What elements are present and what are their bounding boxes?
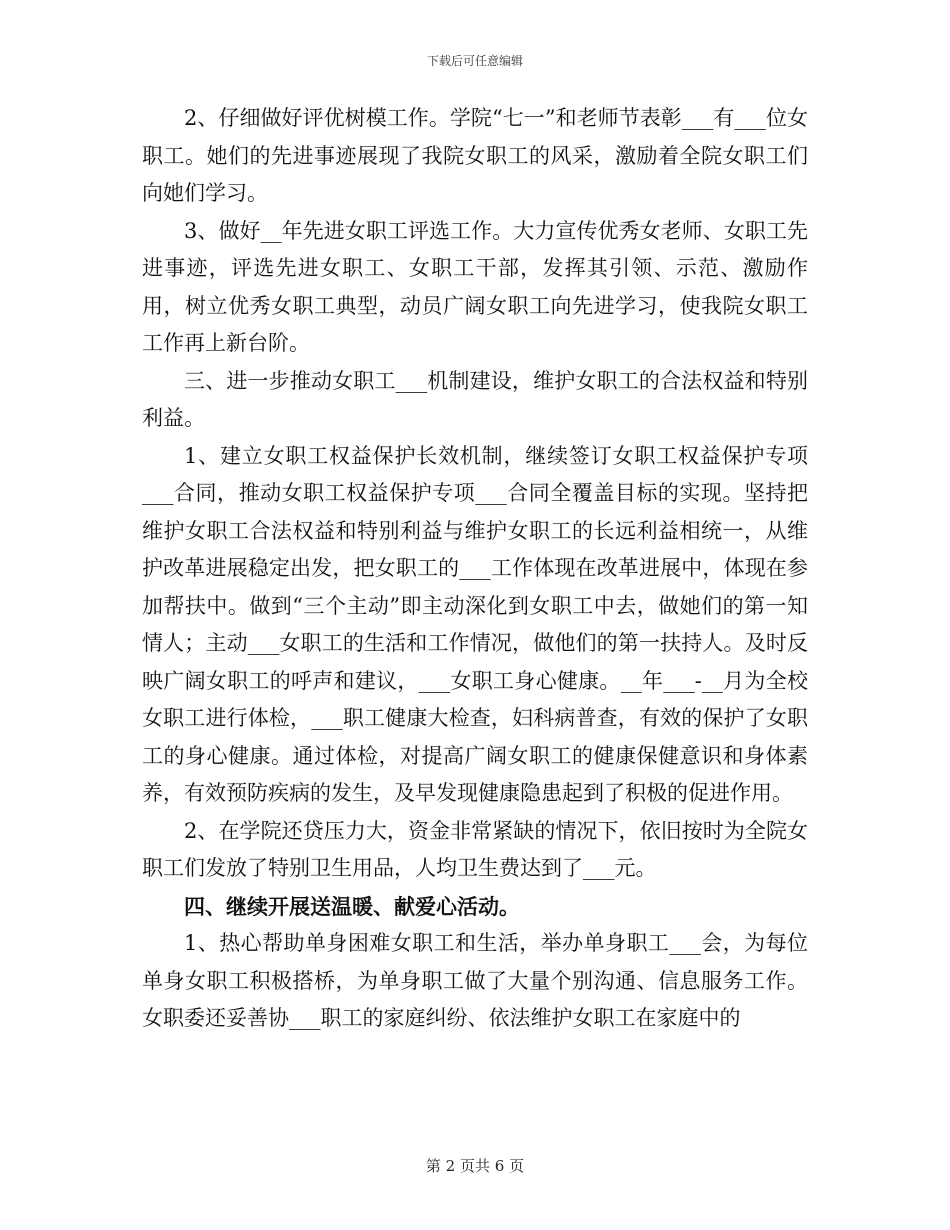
document-body: [142, 100, 808, 1038]
paragraph-hygiene-supplies: 2、在学院还贷压力大，资金非常紧缺的情况下，依旧按时为全院女职工们发放了特别卫生用品，人均卫生费达到了___元。: [142, 818, 808, 880]
paragraph-rights-protection: 1、建立女职工权益保护长效机制，继续签订女职工权益保护专项___合同，推动女职工权益保护专项___合同全覆盖目标的实现。坚持把维护女职工合法权益和特别利益与维护女职工的长远利益相统一，从维护改革进展稳定出发，把女职工的___工作体现在改革进展中，体现在参加帮扶中。做到“三个主动”即主动深化到女职工中去，做她们的第一知情人；主动___女职工的生活和工作情况，做他们的第一扶持人。及时反映广阔女职工的呼声和建议，___女职工身心健康。__年___-__月为全校女职工进行体检，___职工健康大检查，妇科病普查，有效的保护了女职工的身心健康。通过体检，对提高广阔女职工的健康保健意识和身体素养，有效预防疾病的发生，及早发现健康隐患起到了积极的促进作用。: [142, 443, 808, 805]
paragraph-excellence-awards: 2、仔细做好评优树模工作。学院“七一”和老师节表彰___有___位女职工。她们的先进事迹展现了我院女职工的风采，激励着全院女职工们向她们学习。: [142, 106, 808, 205]
page-footer: 第 2 页共 6 页: [425, 1157, 525, 1175]
paragraph-advanced-selection: 3、做好__年先进女职工评选工作。大力宣传优秀女老师、女职工先进事迹，评选先进女职工、女职工干部，发挥其引领、示范、激励作用，树立优秀女职工典型，动员广阔女职工向先进学习，使我院女职工工作再上新台阶。: [142, 218, 808, 355]
section-heading-four: 四、继续开展送温暖、献爱心活动。: [184, 893, 520, 919]
page-header: 下载后可任意编辑: [426, 54, 523, 68]
paragraph-single-staff-help: 1、热心帮助单身困难女职工和生活，举办单身职工___会，为每位单身女职工积极搭桥，为单身职工做了大量个别沟通、信息服务工作。女职委还妥善协___职工的家庭纠纷、依法维护女职工在家庭中的: [142, 931, 808, 1030]
section-heading-three: 三、进一步推动女职工___机制建设，维护女职工的合法权益和特别利益。: [142, 368, 808, 430]
